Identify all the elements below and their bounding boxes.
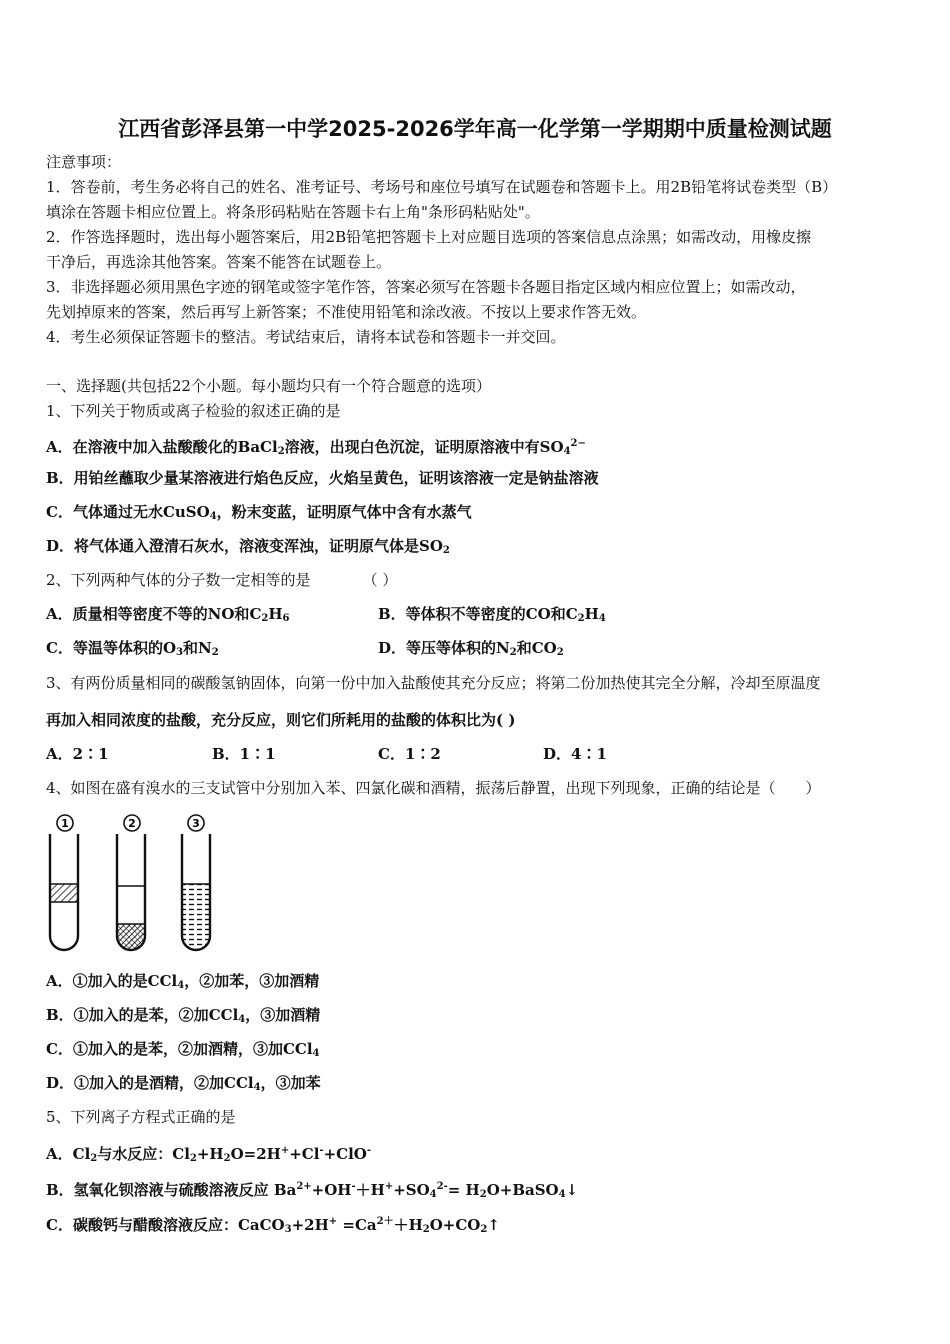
notice-heading: 注意事项： — [46, 153, 122, 171]
notice-line: 填涂在答题卡相应位置上。将条形码粘贴在答题卡右上角"条形码粘贴处"。 — [46, 203, 540, 221]
question-3-option-a: A．2∶1 — [46, 745, 109, 763]
tube-label-1 — [57, 815, 73, 831]
question-2-option-b: B．等体积不等密度的CO和$C_2H_4$ — [378, 605, 606, 624]
question-5-option-a: A．$Cl_2$与水反应：$Cl_2+H_2O=2H^++Cl^-+ClO^-$ — [46, 1145, 372, 1164]
question-5-option-c: C．碳酸钙与醋酸溶液反应：CaCO$_3$+2H+ $=Ca^{2+}+H_2O+CO_2↑$ — [46, 1216, 500, 1235]
notice-line: 干净后，再选涂其他答案。答案不能答在试题卷上。 — [46, 253, 392, 271]
notice-line: 2．作答选择题时，选出每小题答案后，用2B铅笔把答题卡上对应题目选项的答案信息点涂黑；如需改动，用橡皮擦 — [46, 228, 812, 246]
tube-label-2 — [124, 815, 140, 831]
section-heading: 一、选择题(共包括22个小题。每小题均只有一个符合题意的选项） — [46, 377, 491, 395]
question-4-option-b: B．①加入的是苯，②加CCl$_4$，③加酒精 — [46, 1006, 321, 1025]
question-3-option-b: B．1∶1 — [212, 745, 276, 763]
test-tubes-figure — [44, 812, 224, 960]
question-2-stem: 2、下列两种气体的分子数一定相等的是 （ ） — [46, 571, 398, 589]
notice-line: 3．非选择题必须用黑色字迹的钢笔或签字笔作答，答案必须写在答题卡各题目指定区域内相应位置上；如需改动， — [46, 278, 806, 296]
notice-line: 1．答卷前，考生务必将自己的姓名、准考证号、考场号和座位号填写在试题卷和答题卡上。用2B铅笔将试卷类型（B） — [46, 178, 838, 196]
question-2-option-d: D．等压等体积的$N_2$和$CO_2$ — [378, 639, 564, 658]
question-3-stem-continued: 再加入相同浓度的盐酸，充分反应，则它们所耗用的盐酸的体积比为( ) — [46, 711, 516, 729]
question-5-stem: 5、下列离子方程式正确的是 — [46, 1108, 236, 1126]
question-4-option-c: C．①加入的是苯，②加酒精，③加CCl$_4$ — [46, 1040, 320, 1059]
question-5-option-b: B．氢氧化钡溶液与硫酸溶液反应 $Ba^{2+}+OH^-+H^++SO_4^{2-}=$ $H_2O+BaSO_4↓$ — [46, 1181, 579, 1200]
question-1-option-b: B．用铂丝蘸取少量某溶液进行焰色反应，火焰呈黄色，证明该溶液一定是钠盐溶液 — [46, 469, 599, 487]
svg-text:2: 2 — [128, 817, 136, 830]
question-1-stem: 1、下列关于物质或离子检验的叙述正确的是 — [46, 402, 341, 420]
page-title: 江西省彭泽县第一中学2025-2026学年高一化学第一学期期中质量检测试题 — [118, 117, 832, 141]
notice-line: 先划掉原来的答案，然后再写上新答案；不准使用铅笔和涂改液。不按以上要求作答无效。 — [46, 303, 647, 321]
test-tube-1 — [50, 834, 78, 950]
svg-text:1: 1 — [61, 817, 69, 830]
test-tube-3 — [182, 834, 210, 960]
question-1-option-c: C．气体通过无水CuSO$_4$，粉末变蓝，证明原气体中含有水蒸气 — [46, 503, 472, 522]
question-2-option-c: C．等温等体积的$O_3$和$N_2$ — [46, 639, 219, 658]
svg-text:3: 3 — [192, 817, 200, 830]
question-4-option-d: D．①加入的是酒精，②加CCl$_4$，③加苯 — [46, 1074, 321, 1093]
question-2-option-a: A．质量相等密度不等的NO和$C_2H_6$ — [46, 605, 290, 624]
question-3-stem: 3、有两份质量相同的碳酸氢钠固体，向第一份中加入盐酸使其充分反应；将第二份加热使其完全分解，冷却至原温度 — [46, 674, 821, 692]
notice-line: 4．考生必须保证答题卡的整洁。考试结束后，请将本试卷和答题卡一并交回。 — [46, 328, 566, 346]
question-3-option-c: C．1∶2 — [378, 745, 441, 763]
question-4-stem: 4、如图在盛有溴水的三支试管中分别加入苯、四氯化碳和酒精，振荡后静置，出现下列现象，正确的结论是（ ） — [46, 779, 821, 797]
question-1-option-d: D．将气体通入澄清石灰水，溶液变浑浊，证明原气体是$SO_2$ — [46, 537, 450, 556]
test-tube-2 — [117, 834, 145, 960]
question-3-option-d: D．4∶1 — [543, 745, 607, 763]
tube-label-3 — [188, 815, 204, 831]
question-1-option-a: A．在溶液中加入盐酸酸化的BaCl$_2$溶液，出现白色沉淀，证明原溶液中有$SO_4^{2-}$ — [46, 438, 586, 457]
question-4-option-a: A．①加入的是CCl$_4$，②加苯，③加酒精 — [46, 972, 320, 991]
